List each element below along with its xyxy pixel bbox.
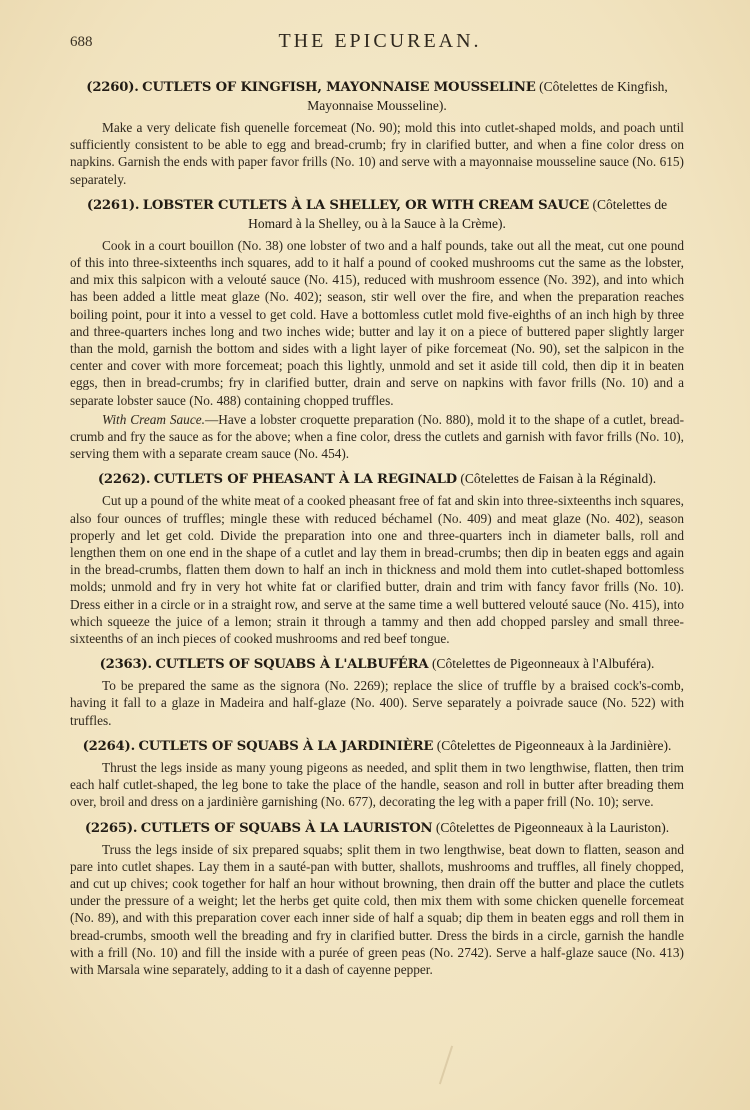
sub-paragraph-text: —Have a lobster croquette preparation (No. 880), mold it to the shape of a cutlet, bread-crumb and fry the sauce as for the above; when a fine color, dress the cutlets and garnish with favor frills (No. 10), serving them with a separate cream sauce (No. 454). [70,411,684,462]
recipe-number: (2264). [82,738,135,754]
recipe-2260 [70,78,684,188]
recipe-2363 [70,655,684,729]
recipe-heading [70,78,684,116]
recipe-number: (2265). [84,820,138,836]
paper-mark [439,1046,453,1085]
recipe-paragraph: To be prepared the same as the signora (No. 2269); replace the slice of truffle by a braised cock's-comb, having it fall to a glaze in Madeira and half-glaze (No. 400). Serve separately a poivrade sauce (No. 522) with truffles. [70,678,684,728]
recipe-paragraph: Cut up a pound of the white meat of a cooked pheasant free of fat and skin into three-sixteenths inch squares, also four ounces of truffles; mingle these with reduced béchamel (No. 409) and meat glaze (No. 402), season properly and let get cold. Divide the preparation into one and three-quarters inch in diameter balls, roll and lengthen them on one end in the shape of a cutlet and lay them in bread-crumbs; then dip in beaten eggs and again in the bread-crumbs, flatten them down to half an inch in thickness and mold them into cutlet-shaped bottomless molds; unmold and fry in very hot white fat or clarified butter, drain and trim with fancy favor frills (No. 10). Dress either in a circle or in a straight row, and serve at the same time a well buttered velouté sauce (No. 415), into which squeeze the juice of a lemon; strain it through a tammy and then add chopped parsley and small three-sixteenths of an inch pieces of cooked mushrooms and red beef tongue. [70,493,684,647]
recipe-name: CUTLETS OF SQUABS À LA JARDINIÈRE [138,738,434,754]
recipe-number: (2261). [86,197,140,213]
recipe-french-name: (Côtelettes de Faisan à la Réginald). [460,471,657,487]
recipe-heading [70,470,684,489]
recipe-name: CUTLETS OF PHEASANT À LA REGINALD [153,472,457,488]
recipe-number: (2262). [97,472,151,488]
recipe-name: CUTLETS OF SQUABS À LA LAURISTON [140,820,433,836]
sub-paragraph-lead: With Cream Sauce. [102,411,205,427]
recipe-french-name: (Côtelettes de Kingfish, Mayonnaise Mousseline). [307,79,668,113]
recipe-paragraph: Make a very delicate fish quenelle forcemeat (No. 90); mold this into cutlet-shaped molds, and poach until sufficiently consistent to be able to egg and bread-crumb; fry in clarified butter, and when a fine color dress on napkins. Garnish the ends with paper favor frills (No. 10) and serve with a mayonnaise mousseline sauce (No. 615) separately. [70,120,684,187]
recipe-french-name: (Côtelettes de Homard à la Shelley, ou à la Sauce à la Crème). [248,196,668,231]
recipe-french-name: (Côtelettes de Pigeonneaux à l'Albuféra). [431,656,655,672]
page-header [70,30,690,56]
recipe-paragraph: Truss the legs inside of six prepared squabs; split them in two lengthwise, beat down to flatten, season and pare into cutlet shapes. Lay them in a sauté-pan with butter, shallots, mushrooms and truffles, all finely chopped, and cut up chives; cook together for half an hour without browning, then drain off the butter and place the cutlets under the pressure of a weight; let the herbs get quite cold, then mix them with some chicken quenelle forcemeat (No. 89), and with this preparation cover each inner side of half a squab; dip them in beaten eggs and roll them in bread-crumbs, smooth well the breading and fry in clarified butter. Dress the birds in a circle, garnish the handle with a frill (No. 10) and fill the inside with a purée of green peas (No. 2742). Serve a half-glaze sauce (No. 413) with Marsala wine separately, adding to it a dash of cayenne pepper. [70,841,684,977]
recipe-2265 [70,819,684,979]
recipe-2262 [70,470,684,647]
recipe-heading [70,655,684,674]
page-number: 688 [70,34,93,50]
recipe-name: CUTLETS OF SQUABS À L'ALBUFÉRA [155,657,429,673]
recipe-french-name: (Côtelettes de Pigeonneaux à la Lauriston). [435,819,670,835]
recipe-heading [70,737,684,756]
recipe-2264 [70,737,684,811]
recipe-number: (2363). [99,657,152,673]
recipe-number: (2260). [86,80,139,95]
running-title: THE EPICUREAN. [278,30,482,52]
recipe-name: LOBSTER CUTLETS À LA SHELLEY, OR WITH CREAM SAUCE [142,197,589,213]
recipe-name: CUTLETS OF KINGFISH, MAYONNAISE MOUSSELINE [142,80,536,95]
recipe-french-name: (Côtelettes de Pigeonneaux à la Jardinière). [436,737,672,753]
recipe-sub-paragraph [70,411,684,463]
recipe-2261 [70,196,684,463]
recipe-paragraph: Thrust the legs inside as many young pigeons as needed, and split them in two lengthwise, flatten, then trim each half cutlet-shaped, the leg bone to take the place of the handle, season and roll in butter after breading them over, broil and dress on a jardinière garnishing (No. 677), decorating the leg with a paper frill (No. 10); serve. [70,759,684,810]
recipe-heading [70,819,684,838]
recipe-heading [70,196,684,234]
page-content [70,78,684,986]
recipe-paragraph: Cook in a court bouillon (No. 38) one lobster of two and a half pounds, take out all the meat, cut one pound of this into three-sixteenths inch squares, add to it half a pound of cooked mushrooms cut the same as the lobster, and mix this salpicon with a velouté sauce (No. 415), reduced with mushroom essence (No. 392), and into which has been added a little meat glaze (No. 402); season, stir well over the fire, and when the preparation reaches boiling point, pour it into a vessel to get cold. Have a bottomless cutlet mold five-eighths of an inch high by three and three-quarters inches long and two inches wide; butter and lay it on a piece of buttered paper slightly larger than the mold, garnish the bottom and sides with a light layer of pike forcemeat (No. 90), set the salpicon in the center and cover with more forcemeat; poach this lightly, unmold and set it aside till cold, then dip it in beaten eggs, then in bread-crumbs; fry in clarified butter, drain and serve on napkins with favor frills (No. 10) and a separate lobster sauce (No. 488) containing chopped truffles. [70,237,684,408]
